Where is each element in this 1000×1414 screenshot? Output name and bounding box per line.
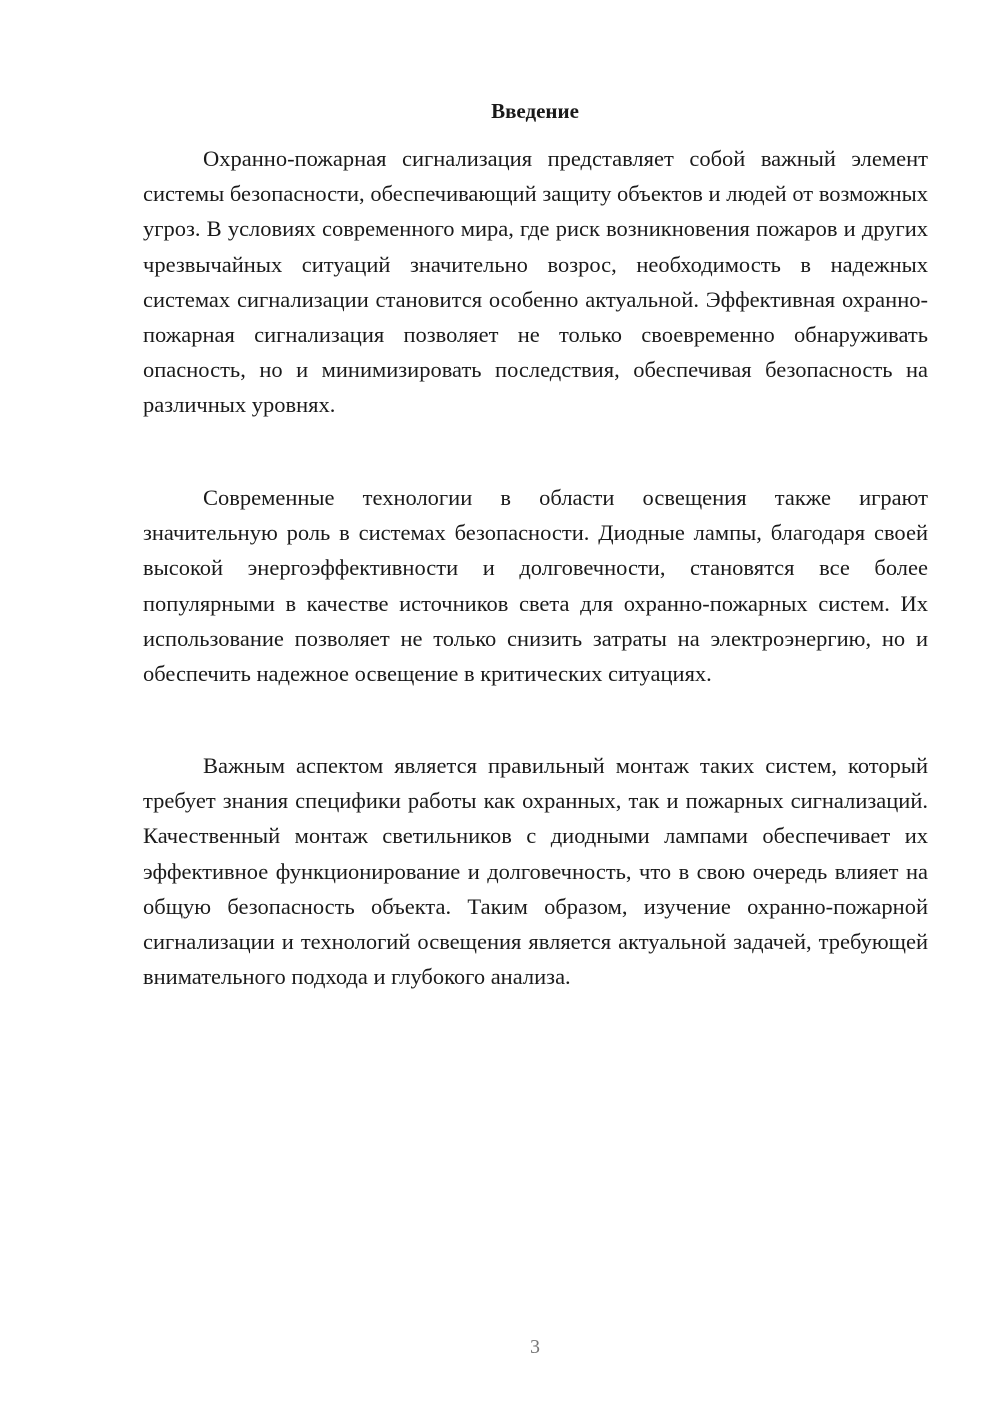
paragraph-1: Охранно-пожарная сигнализация представляет собой важный элемент системы безопасности, обеспечивающий защиту объектов и людей от возможных угроз. В условиях современного мира, где риск возникновения пожаров и других чрезвычайных ситуаций значительно возрос, необходимость в надежных системах сигнализации становится особенно актуальной. Эффективная охранно-пожарная сигнализация позволяет не только своевременно обнаруживать опасность, но и минимизировать последствия, обеспечивая безопасность на различных уровнях.: [143, 146, 928, 418]
page-number: 3: [530, 1336, 540, 1358]
paragraph-2: Современные технологии в области освещения также играют значительную роль в системах безопасности. Диодные лампы, благодаря своей высокой энергоэффективности и долговечности, становятся все более популярными в качестве источников света для охранно-пожарных систем. Их использование позволяет не только снизить затраты на электроэнергию, но и обеспечить надежное освещение в критических ситуациях.: [143, 485, 928, 687]
paragraph-3: Важным аспектом является правильный монтаж таких систем, который требует знания специфики работы как охранных, так и пожарных сигнализаций. Качественный монтаж светильников с диодными лампами обеспечивает их эффективное функционирование и долговечность, что в свою очередь влияет на общую безопасность объекта. Таким образом, изучение охранно-пожарной сигнализации и технологий освещения является актуальной задачей, требующей внимательного подхода и глубокого анализа.: [143, 753, 928, 990]
section-title: Введение: [491, 99, 579, 123]
